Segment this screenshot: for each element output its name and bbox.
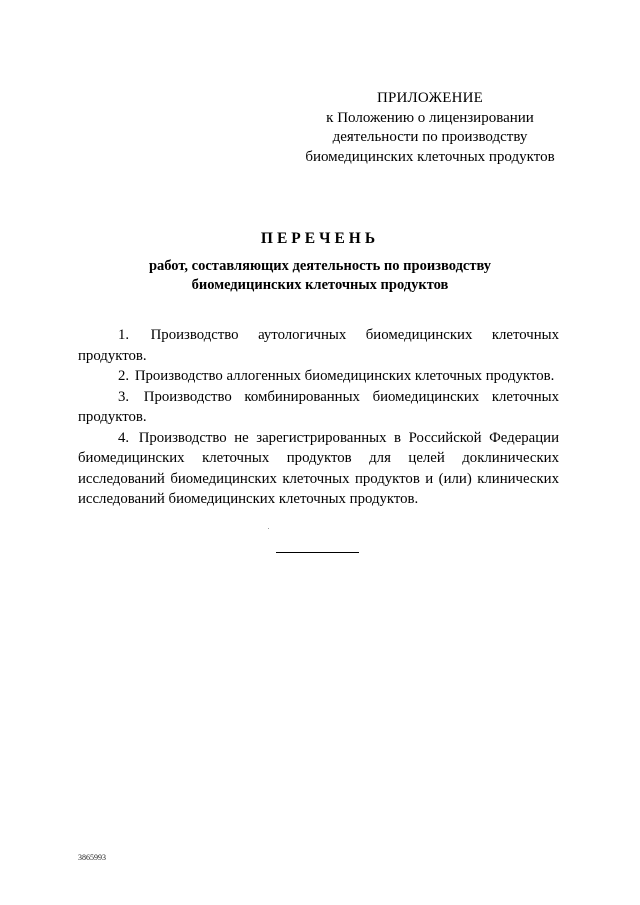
- list-item-4: [78, 428, 559, 510]
- items-list: [78, 325, 559, 510]
- end-separator-line: [276, 552, 359, 553]
- appendix-heading: ПРИЛОЖЕНИЕ: [376, 90, 484, 106]
- item-number: 1.: [118, 327, 130, 343]
- item-text: Производство аллогенных биомедицинских клеточных продуктов.: [134, 368, 555, 384]
- list-item-2: [78, 366, 559, 387]
- appendix-line-3: биомедицинских клеточных продуктов: [305, 148, 555, 165]
- item-text: Производство не зарегистрированных в Российской Федерации биомедицинских клеточных продуктов для целей доклинических исследований биомедицинских клеточных продуктов и (или) клинических исследований биомедицинских клеточных продуктов.: [78, 429, 559, 507]
- document-code: 3865993: [78, 853, 106, 862]
- list-item-3: [78, 387, 559, 428]
- appendix-line-2: деятельности по производству: [332, 129, 528, 145]
- subtitle-line-2: биомедицинских клеточных продуктов: [191, 277, 449, 293]
- item-text: Производство комбинированных биомедицинских клеточных продуктов.: [78, 388, 559, 425]
- subtitle-line-1: работ, составляющих деятельность по производству: [148, 258, 492, 274]
- document-title: ПЕРЕЧЕНЬ: [260, 230, 380, 247]
- appendix-line-1: к Положению о лицензировании: [326, 109, 534, 126]
- item-number: 4.: [118, 429, 130, 446]
- item-number: 3.: [118, 388, 130, 405]
- item-text: Производство аутологичных биомедицинских клеточных продуктов.: [78, 327, 559, 364]
- list-item-1: [78, 325, 559, 366]
- item-number: 2.: [118, 368, 130, 384]
- document-subtitle: [100, 257, 540, 295]
- scan-dot: [268, 528, 269, 529]
- appendix-block: [290, 89, 570, 167]
